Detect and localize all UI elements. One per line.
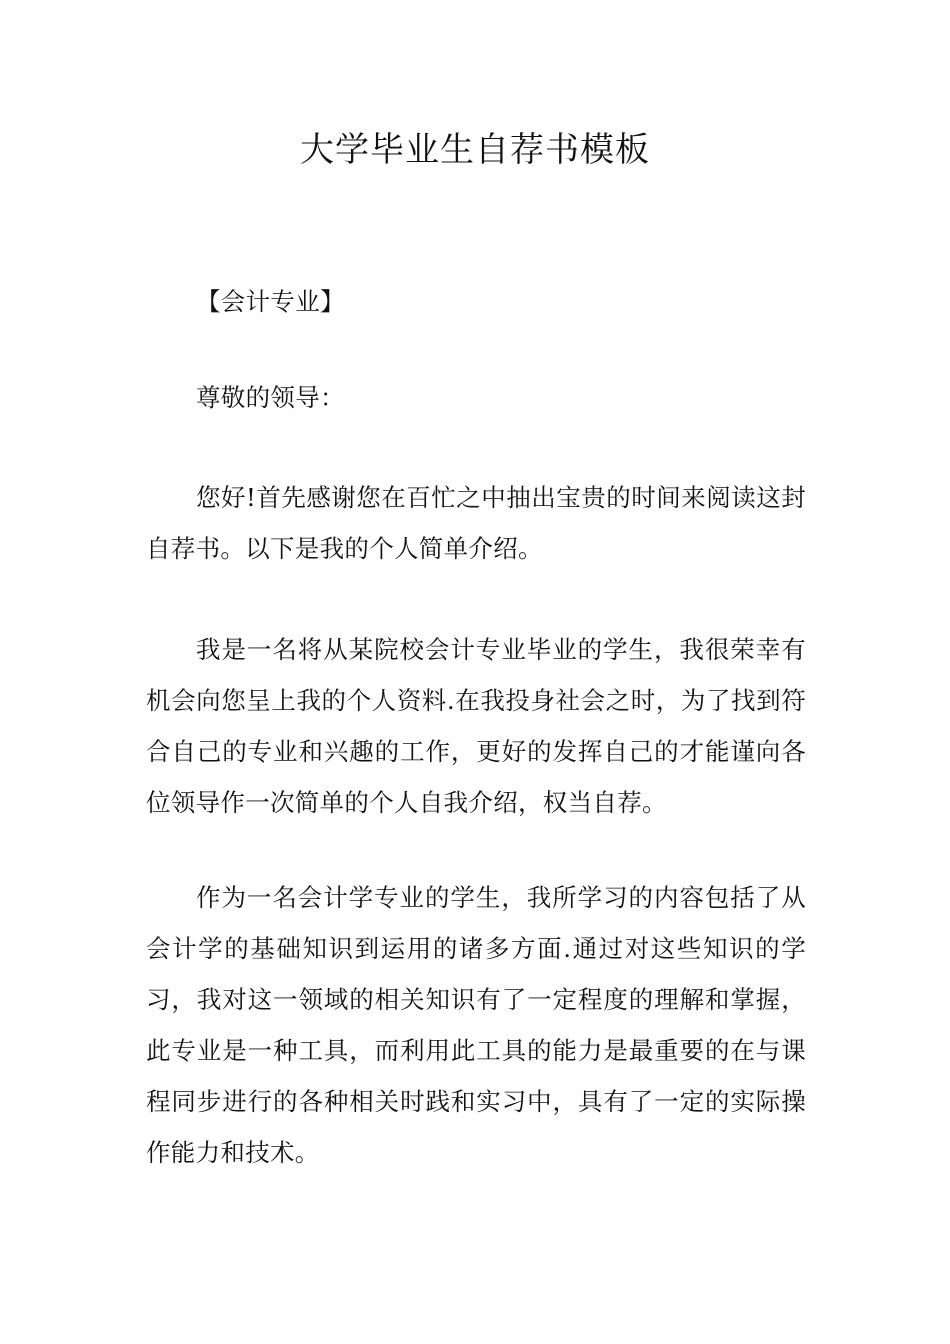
document-title: 大学毕业生自荐书模板: [300, 130, 650, 170]
major-label: 【会计专业】: [196, 287, 345, 316]
paragraph-intro: 您好!首先感谢您在百忙之中抽出宝贵的时间来阅读这封自荐书。以下是我的个人简单介绍。: [146, 483, 806, 563]
greeting: 尊敬的领导：: [196, 383, 345, 412]
paragraph-studies: 作为一名会计学专业的学生，我所学习的内容包括了从会计学的基础知识到运用的诸多方面.通过对这些知识的学习，我对这一领域的相关知识有了一定程度的理解和掌握，此专业是一种工具，而利用此工具的能力是最重要的在与课程同步进行的各种相关时践和实习中，具有了一定的实际操作能力和技术。: [146, 883, 806, 1167]
paragraph-self-introduction: 我是一名将从某院校会计专业毕业的学生，我很荣幸有机会向您呈上我的个人资料.在我投身社会之时，为了找到符合自己的专业和兴趣的工作，更好的发挥自己的才能谨向各位领导作一次简单的个人自我介绍，权当自荐。: [146, 635, 806, 817]
